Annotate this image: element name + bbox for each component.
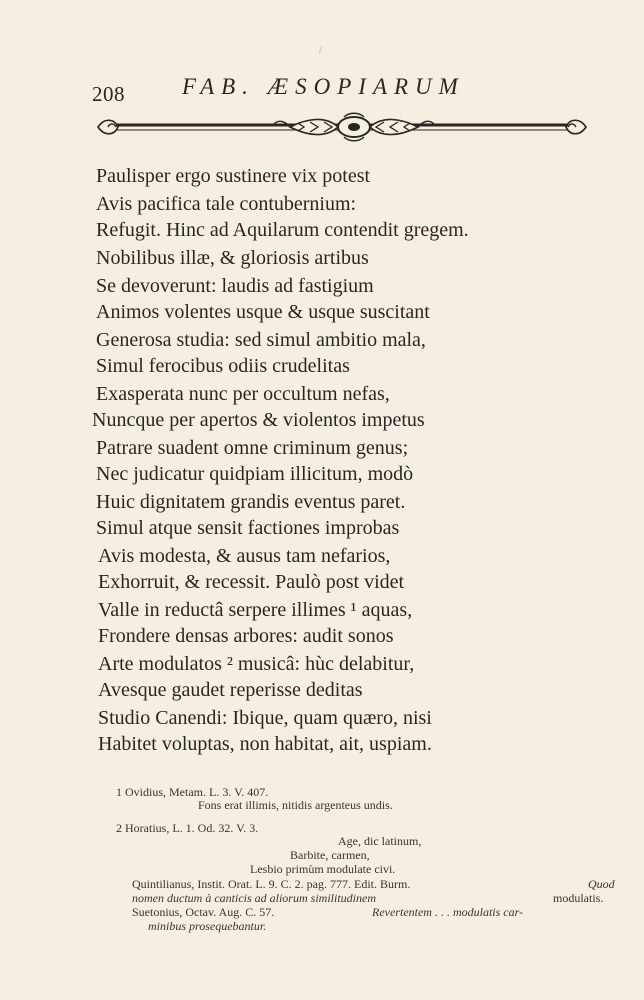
paper-mark [319,46,323,54]
footnote-2-quintilian: Quintilianus, Instit. Orat. L. 9. C. 2. pag. 777. Edit. Burm. [132,877,411,891]
footnote-2-quote-line: Lesbio primùm modulate civi. [250,862,396,876]
footnote-2-quintilian-quote: nomen ductum à canticis ad aliorum similitudinem [132,891,376,905]
verse-line: Exasperata nunc per occultum nefas, [96,383,390,405]
verse-line: Nuncque per apertos & violentos impetus [92,409,425,431]
verse-line: Nec judicatur quidpiam illicitum, modò [96,463,414,485]
verse-line: Habitet voluptas, non habitat, ait, uspiam. [98,733,432,755]
verse-line: Nobilibus illæ, & gloriosis artibus [96,247,369,269]
verse-line: Arte modulatos ² musicâ: hùc delabitur, [98,653,415,675]
footnote-1-quote: Fons erat illimis, nitidis argenteus undis. [198,798,393,812]
verse-line: Studio Canendi: Ibique, quam quæro, nisi [98,707,432,729]
footnote-2-quote-line: Age, dic latinum, [338,834,422,848]
running-head: FAB. ÆSOPIARUM [182,74,465,99]
ornamental-rule-icon [94,110,590,144]
verse-line: Se devoverunt: laudis ad fastigium [96,275,374,297]
verse-line: Avesque gaudet reperisse deditas [98,679,363,701]
footnote-2-quote-line: Barbite, carmen, [290,848,370,862]
verse-line: Huic dignitatem grandis eventus paret. [96,491,406,513]
verse-line: Avis modesta, & ausus tam nefarios, [98,545,391,567]
verse-line: Valle in reductâ serpere illimes ¹ aquas, [98,599,413,621]
verse-line: Simul ferocibus odiis crudelitas [96,355,350,377]
footnote-2-suetonius-quote: Revertentem . . . modulatis car- [372,905,524,919]
footnote-2-quintilian-quote-end: modulatis. [553,891,604,905]
page-number: 208 [92,82,125,106]
footnote-2-quintilian-quote: Quod [588,877,615,891]
footnote-2-suetonius-quote: minibus prosequebantur. [148,919,267,933]
verse-line: Paulisper ergo sustinere vix potest [96,165,371,187]
verse-line: Avis pacifica tale contubernium: [96,193,357,215]
verse-line: Patrare suadent omne criminum genus; [96,437,409,459]
footnote-2-reference: 2 Horatius, L. 1. Od. 32. V. 3. [116,821,259,835]
footnote-1-reference: 1 Ovidius, Metam. L. 3. V. 407. [116,785,269,799]
footnote-2-suetonius: Suetonius, Octav. Aug. C. 57. [132,905,275,919]
verse-line: Animos volentes usque & usque suscitant [96,301,430,323]
verse-line: Generosa studia: sed simul ambitio mala, [96,329,426,351]
verse-line: Exhorruit, & recessit. Paulò post videt [98,571,405,593]
verse-line: Refugit. Hinc ad Aquilarum contendit gregem. [96,219,469,241]
verse-line: Frondere densas arbores: audit sonos [98,625,394,647]
verse-line: Simul atque sensit factiones improbas [96,517,400,539]
